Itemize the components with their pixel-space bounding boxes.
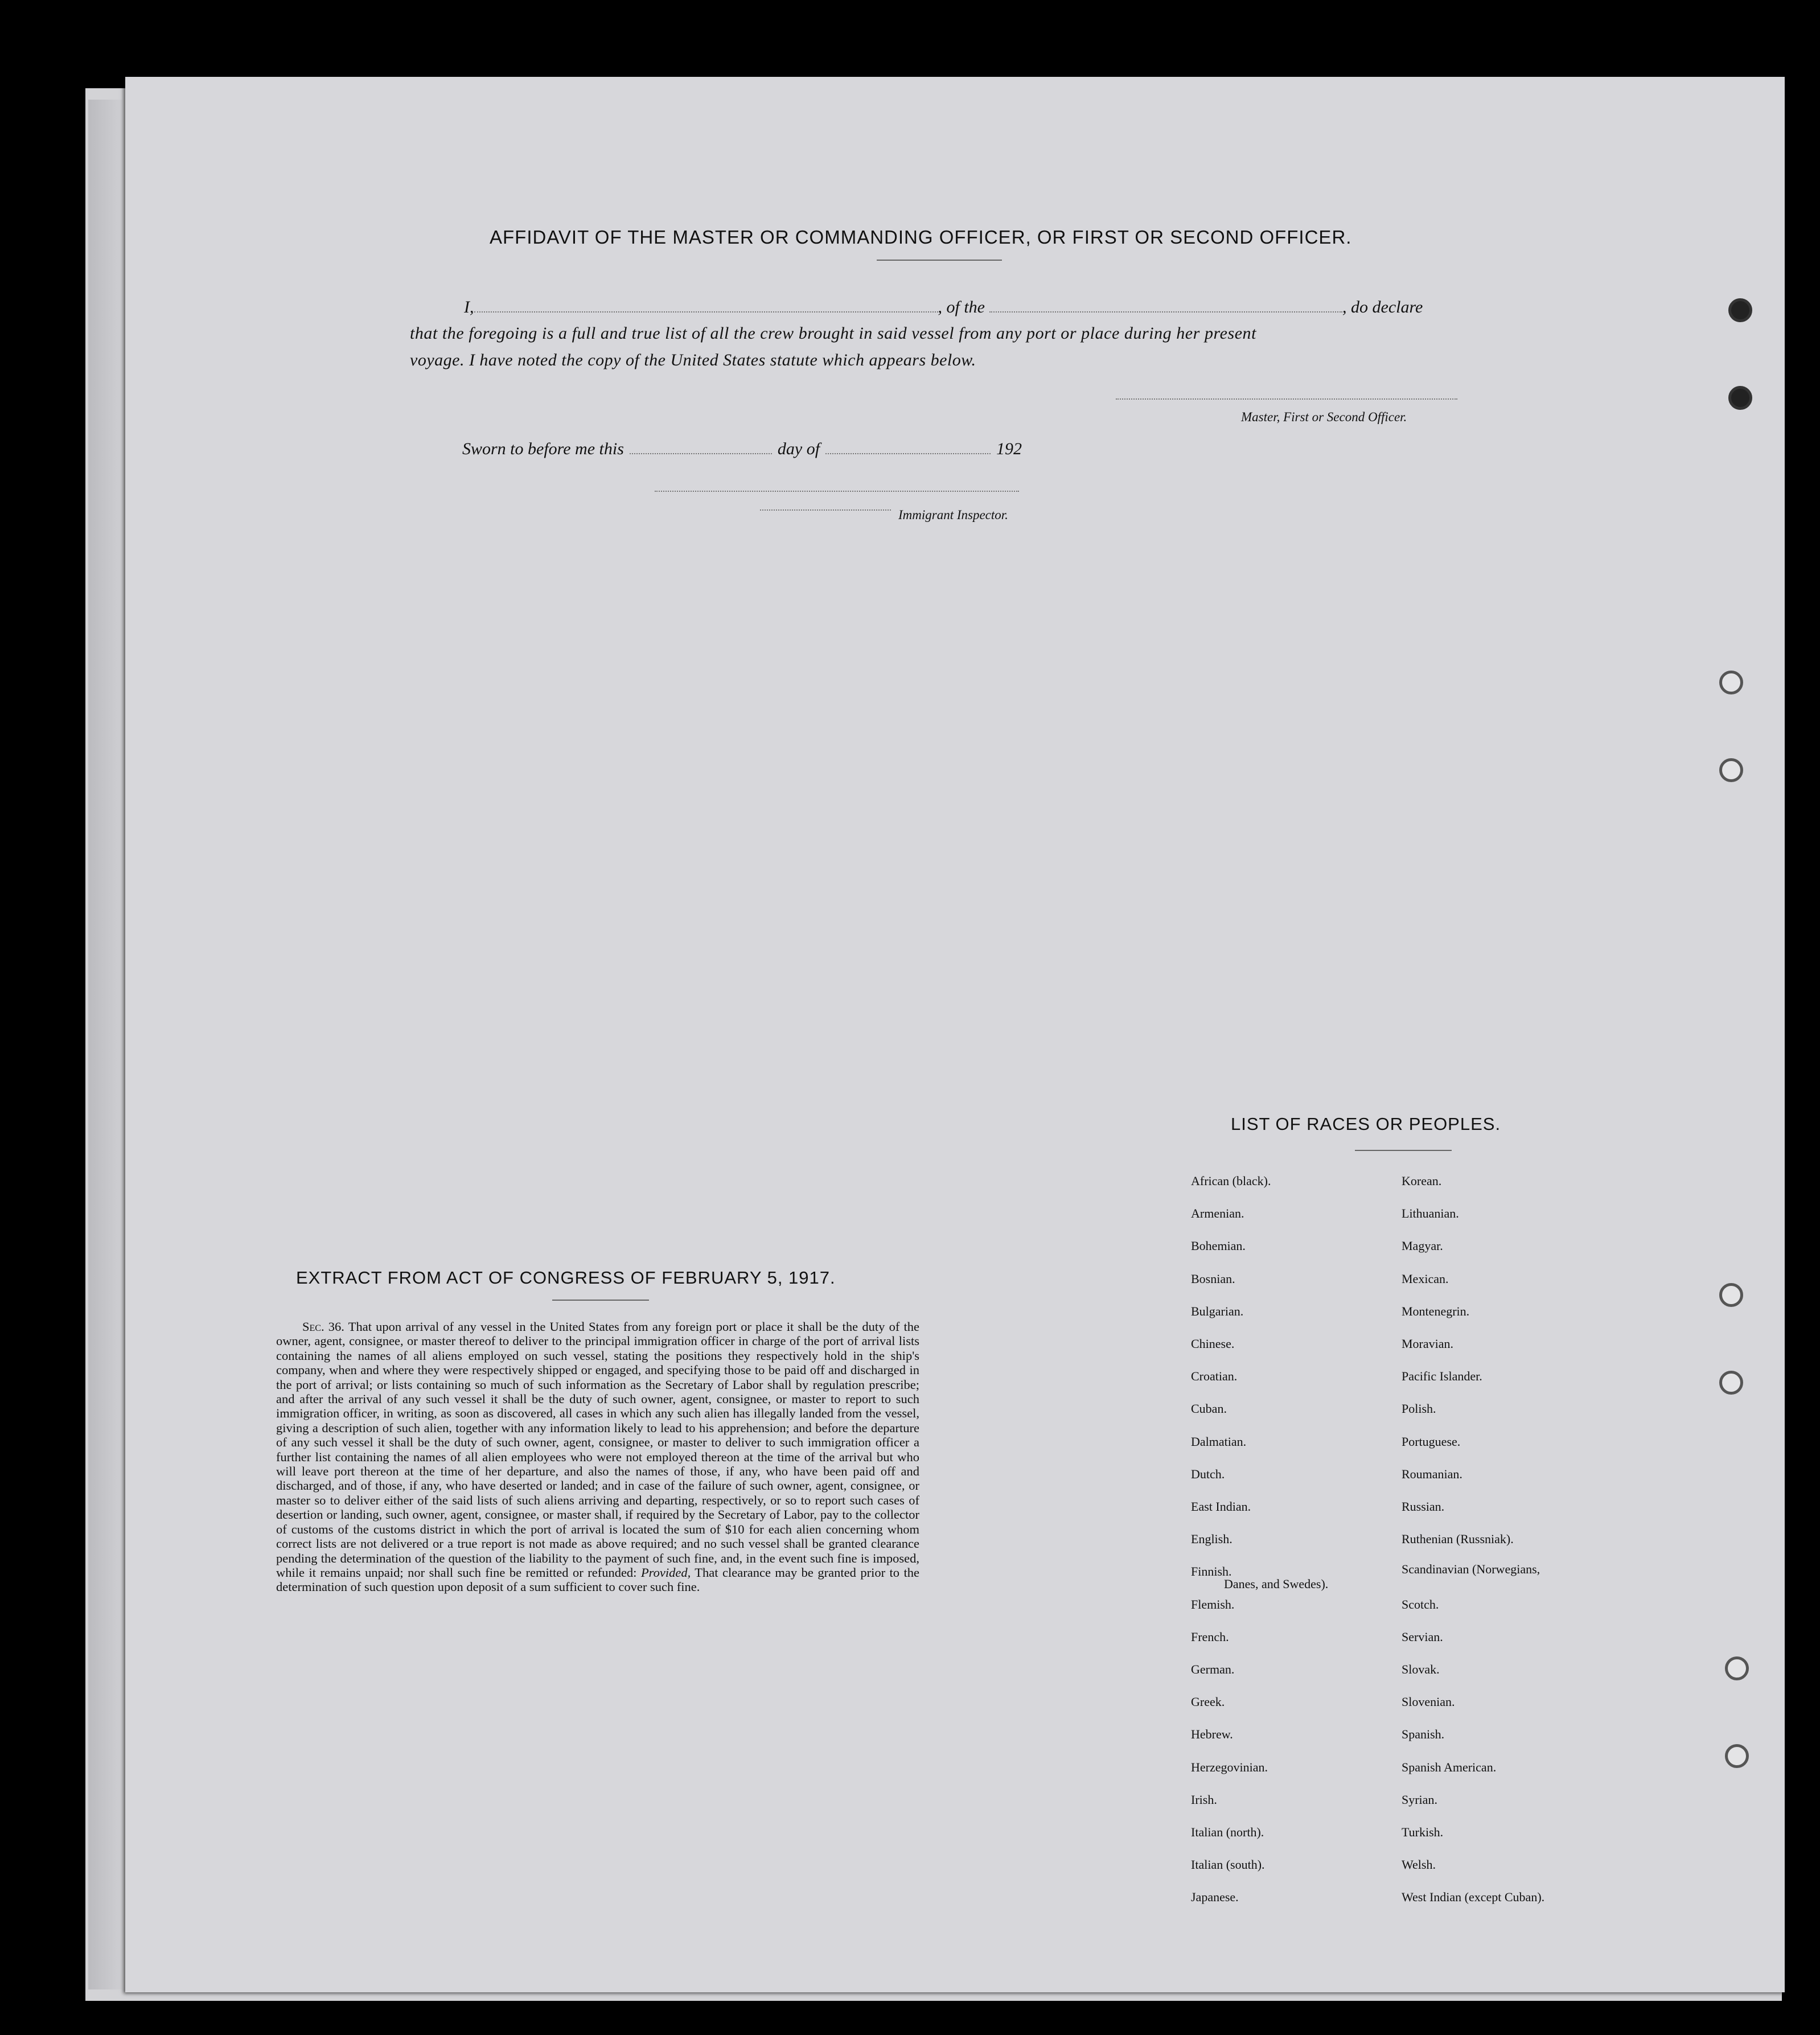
extract-heading: EXTRACT FROM ACT OF CONGRESS OF FEBRUARY 5, 1917. [296,1268,836,1288]
punch-hole-icon [1728,386,1752,410]
race-item: Chinese. [1191,1337,1235,1351]
sworn-month-field[interactable] [825,453,991,454]
race-item: Bohemian. [1191,1239,1246,1253]
race-item: Herzegovinian. [1191,1759,1268,1774]
race-item: Bosnian. [1191,1271,1235,1286]
race-item: Spanish. [1402,1727,1445,1742]
race-item: Pacific Islander. [1402,1369,1482,1384]
day-of-label: day of [777,439,820,458]
race-item: Japanese. [1191,1890,1239,1905]
extract-text-part-1: That upon arrival of any vessel in the United States from any foreign port or place it shall be the duty of the owner, agent, consignee, or master thereof to deliver to the principal immigration officer in charge of the port of arrival lists containing the names of all aliens employed on such vessel, stating the positions they respectively hold in the ship's company, when and where they were respectively shipped or engaged, and specifying those to be paid off and discharged in the port of arrival; or lists containing so much of such information as the Secretary of Labor shall by regulation prescribe; and after the arrival of any such vessel it shall be the duty of such owner, agent, consignee, or master to report to such immigration officer, in writing, as soon as discovered, all cases in which any such alien has illegally landed from the vessel, giving a description of such alien, together with any information likely to lead to his apprehension; and before the departure of any such vessel it shall be the duty of such owner, agent, consignee, or master to deliver to such immigration officer a further list containing the names of all alien employees who were not employed thereon at the time of the arrival but who will leave port thereon at the time of her departure, and also the names of those, if any, who have been paid off and discharged, and of those, if any, who have deserted or landed; and in case of the failure of such owner, agent, consignee, or master so to deliver either of the said lists of such aliens arriving and departing, respectively, or so to report such cases of desertion or landing, such owner, agent, consignee, or master shall, if required by the Secretary of Labor, pay to the collector of customs of the customs district in which the port of arrival is located the sum of $10 for each alien concerning whom correct lists are not delivered or a true report is not made as above required; and no such vessel shall be granted clearance pending the determination of the question of the liability to the payment of such fine, and, in the event such fine is imposed, while it remains unpaid; nor shall such fine be remitted or refunded: [276,1319,920,1580]
race-item: French. [1191,1629,1229,1644]
master-signature-field[interactable] [1116,398,1457,400]
affidavit-of-the-label: , of the [938,298,985,316]
vessel-name-field[interactable] [989,311,1342,313]
sworn-day-field[interactable] [630,453,772,454]
race-item: Polish. [1402,1401,1436,1416]
affidavit-heading-rule [877,260,1002,261]
race-item: Lithuanian. [1402,1206,1459,1221]
race-item: Scotch. [1402,1597,1439,1611]
race-item: Dutch. [1191,1466,1225,1481]
sworn-label: Sworn to before me this [462,439,624,458]
affidavit-line-1 [464,298,1423,317]
race-item: Slovak. [1402,1662,1440,1676]
race-item: Turkish. [1402,1825,1444,1839]
inspector-signature-field[interactable] [655,491,1019,492]
master-name-field[interactable] [474,311,938,313]
race-item: Croatian. [1191,1369,1238,1384]
inspector-signature-field-2[interactable] [760,509,891,511]
race-item: Spanish American. [1402,1759,1497,1774]
race-item: Slovenian. [1402,1695,1455,1709]
sworn-line [462,439,1022,459]
extract-text-part-2: That clearance may be granted prior to the determination of such question upon deposit of a sum sufficient to cover such fine. [276,1565,920,1594]
race-item: Servian. [1402,1629,1443,1644]
race-item: Bulgarian. [1191,1304,1244,1318]
punch-hole-icon [1719,758,1743,782]
race-item: Moravian. [1402,1337,1454,1351]
page-edge-strip [88,100,122,1989]
affidavit-heading: AFFIDAVIT OF THE MASTER OR COMMANDING OFFICER, OR FIRST OR SECOND OFFICER. [490,227,1352,248]
race-item: Korean. [1402,1174,1442,1188]
extract-body [276,1319,919,1594]
punch-hole-icon [1728,298,1752,322]
race-item: Cuban. [1191,1401,1227,1416]
race-item: East Indian. [1191,1499,1251,1514]
extract-heading-rule [552,1300,649,1301]
master-signature-caption: Master, First or Second Officer. [1241,410,1407,424]
provided-term: Provided, [640,1565,691,1580]
year-label: 192 [996,439,1022,458]
race-item: Dalmatian. [1191,1434,1247,1449]
race-item: Welsh. [1402,1857,1436,1872]
race-item: Roumanian. [1402,1466,1462,1481]
race-item: Hebrew. [1191,1727,1233,1742]
affidavit-i-label: I, [464,298,474,316]
race-item: German. [1191,1662,1235,1676]
race-item: Flemish. [1191,1597,1235,1611]
race-item: Irish. [1191,1792,1217,1807]
race-item: African (black). [1191,1174,1271,1188]
punch-hole-icon [1725,1744,1749,1768]
punch-hole-icon [1719,671,1743,694]
race-item: Italian (north). [1191,1825,1264,1839]
punch-hole-icon [1719,1283,1743,1307]
race-item: Russian. [1402,1499,1445,1514]
race-item: Magyar. [1402,1239,1443,1253]
inspector-caption: Immigrant Inspector. [898,508,1008,522]
section-label: Sec. 36. [302,1319,344,1334]
race-item: Scandinavian (Norwegians, [1402,1562,1540,1577]
race-item: Mexican. [1402,1271,1449,1286]
races-heading-rule [1355,1150,1452,1151]
race-item: Finnish. [1191,1564,1232,1579]
race-item: English. [1191,1532,1232,1547]
race-item: Montenegrin. [1402,1304,1470,1318]
race-item: Portuguese. [1402,1434,1461,1449]
race-item: West Indian (except Cuban). [1402,1890,1545,1905]
race-item: Greek. [1191,1695,1225,1709]
affidavit-do-declare-label: , do declare [1342,298,1423,316]
races-heading: LIST OF RACES OR PEOPLES. [1231,1114,1501,1134]
affidavit-line-2: that the foregoing is a full and true list of all the crew brought in said vessel from any port or place during her present [410,324,1256,343]
race-item: Armenian. [1191,1206,1244,1221]
affidavit-line-3: voyage. I have noted the copy of the United States statute which appears below. [410,351,976,369]
punch-hole-icon [1719,1371,1743,1395]
race-item: Syrian. [1402,1792,1437,1807]
race-item: Danes, and Swedes). [1224,1577,1329,1592]
punch-hole-icon [1725,1656,1749,1680]
race-item: Italian (south). [1191,1857,1265,1872]
race-item: Ruthenian (Russniak). [1402,1532,1514,1547]
